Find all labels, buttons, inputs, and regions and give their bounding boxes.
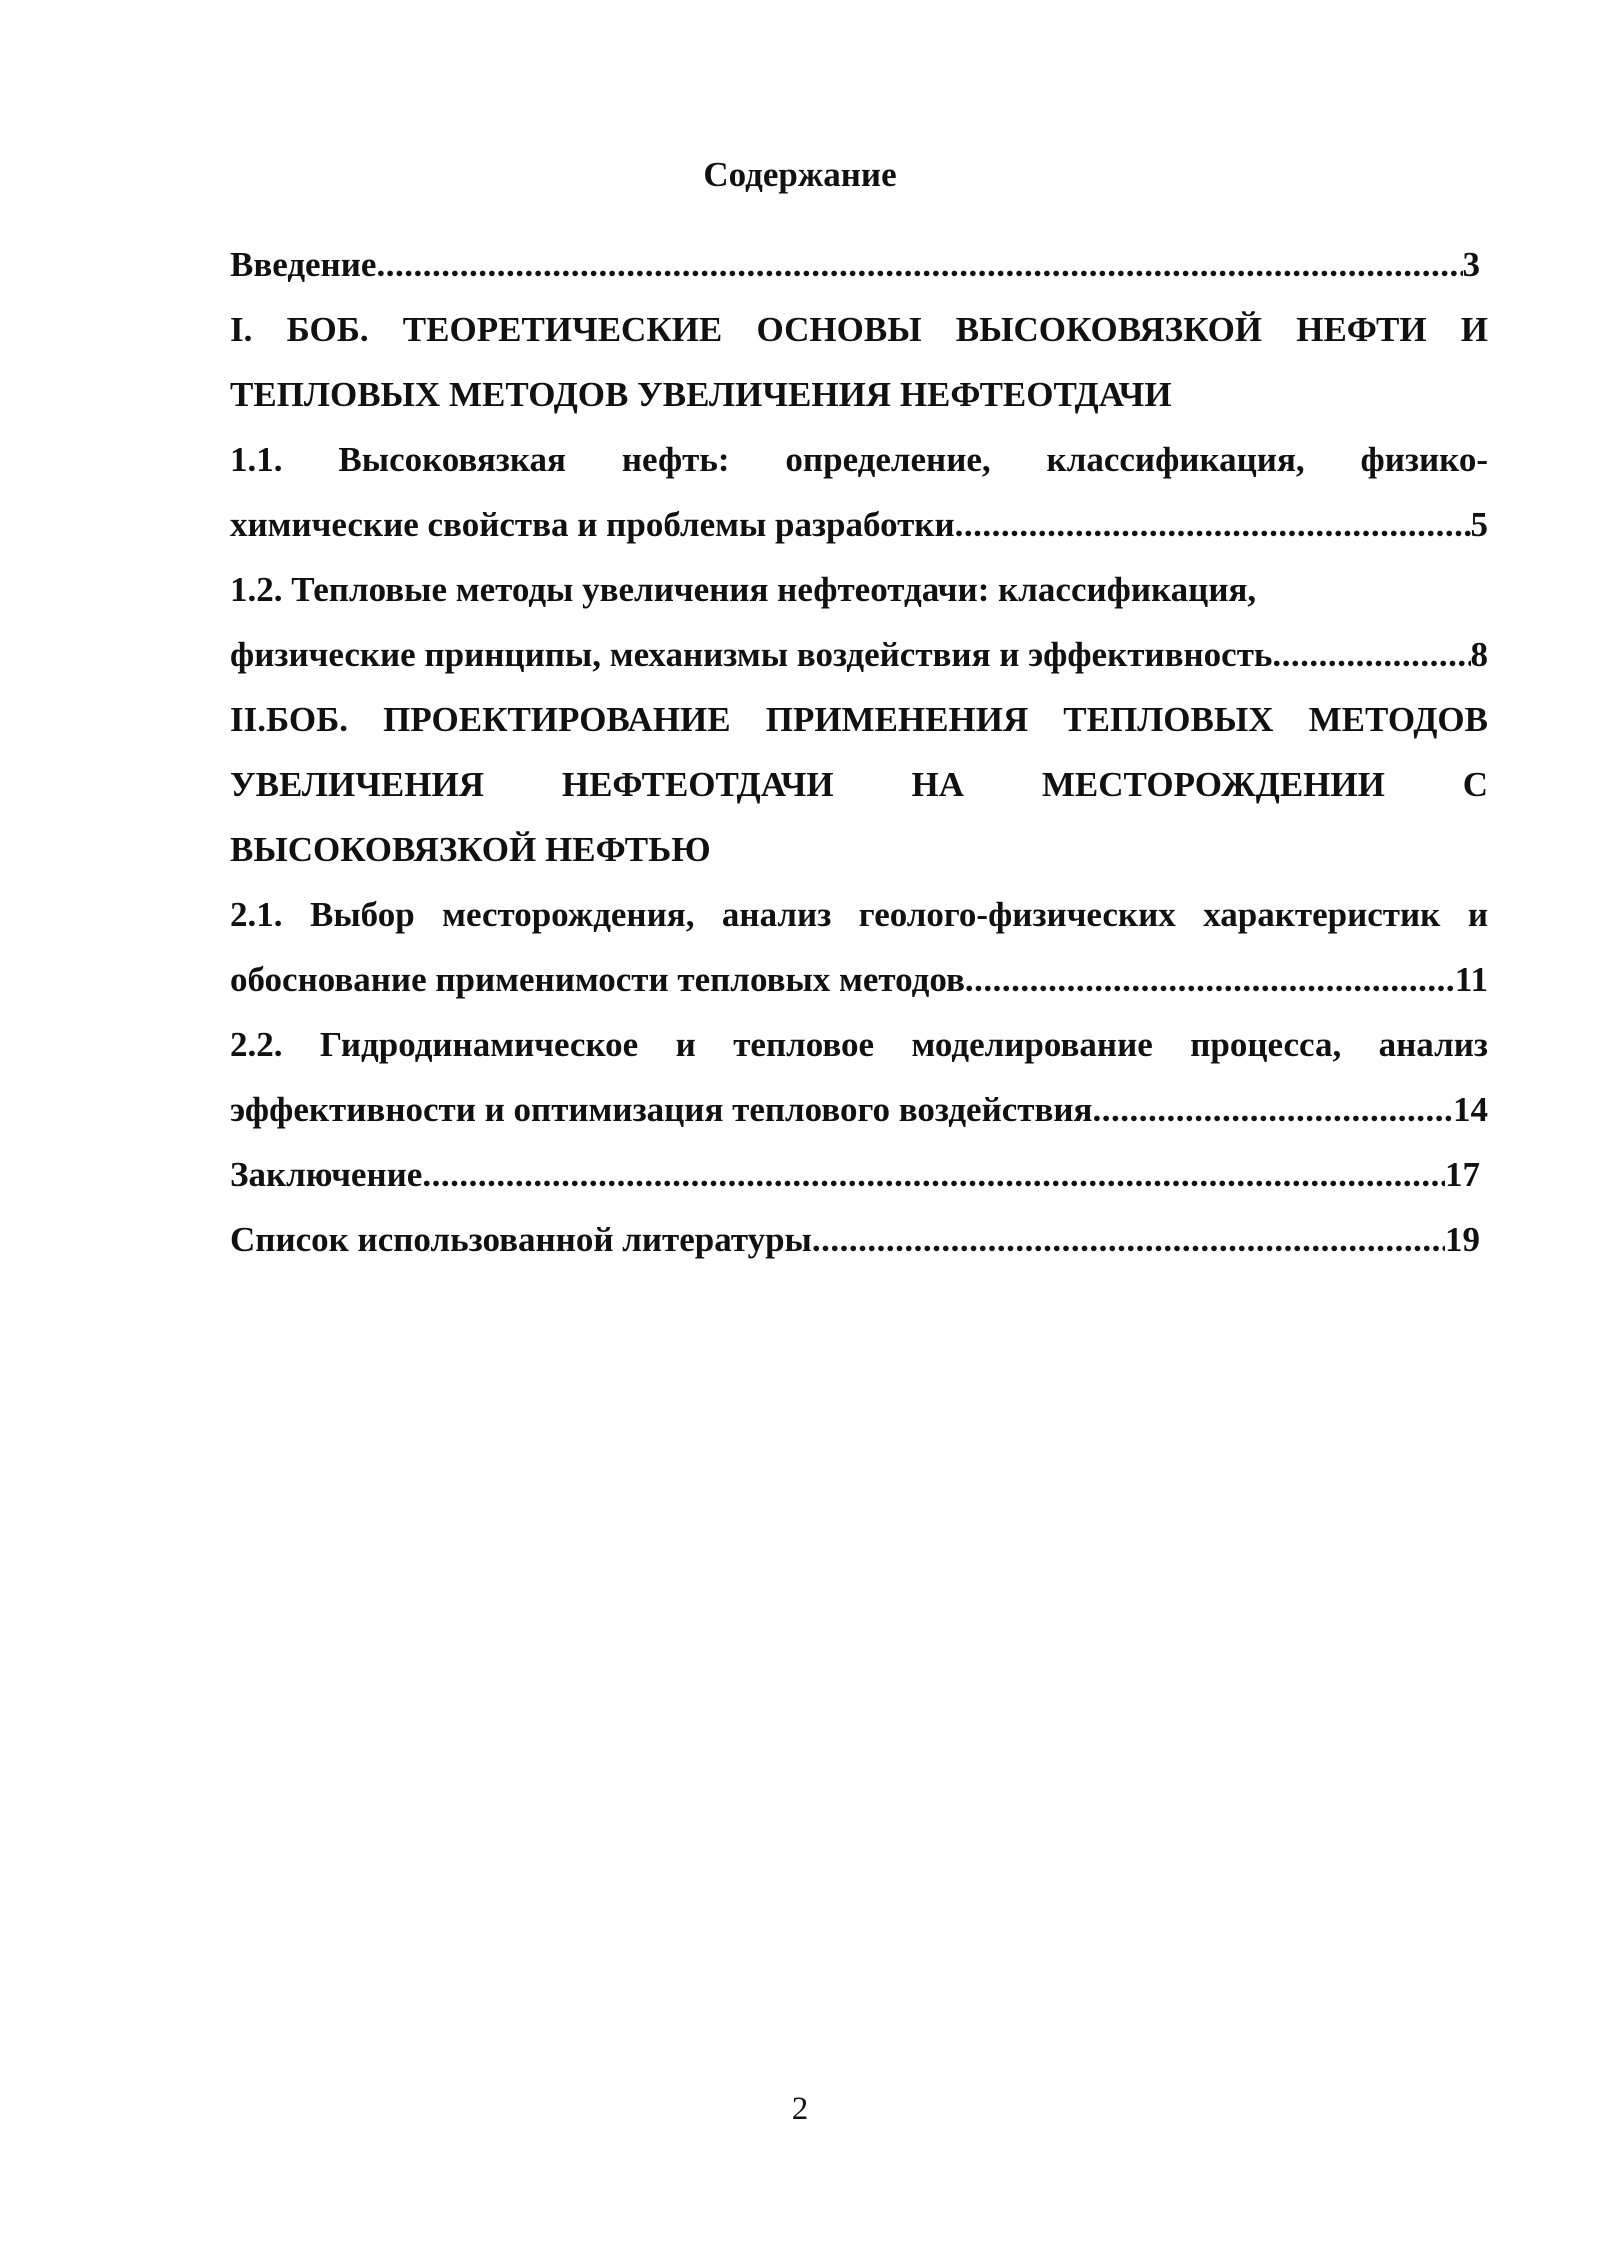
toc-entry-text: химические свойства и проблемы разработки (230, 505, 955, 544)
toc-entry-chapter-2-line-3: ВЫСОКОВЯЗКОЙ НЕФТЬЮ (230, 830, 711, 869)
toc-entry-text: физические принципы, механизмы воздействия и эффективность (230, 635, 1273, 674)
toc-entry-page: 14 (1453, 1090, 1488, 1129)
toc-entry-page: 17 (1445, 1155, 1480, 1194)
toc-leader-dots (965, 947, 1455, 1012)
toc-title: Содержание (703, 155, 897, 194)
toc-entry-text: Введение (230, 245, 377, 284)
toc-entry-section-1-2-line-2 (230, 622, 1488, 687)
toc-entry-chapter-1-line-1: I. БОБ. ТЕОРЕТИЧЕСКИЕ ОСНОВЫ ВЫСОКОВЯЗКОЙ НЕФТИ И (230, 310, 1488, 349)
toc-leader-dots (422, 1142, 1445, 1207)
toc-entry-section-1-2-line-1: 1.2. Тепловые методы увеличения нефтеотдачи: классификация, (230, 570, 1257, 609)
toc-entry-page: 11 (1454, 960, 1488, 999)
toc-entry-conclusion (230, 1142, 1480, 1207)
toc-leader-dots (955, 492, 1471, 557)
toc-entry-section-2-2-line-2 (230, 1077, 1488, 1142)
toc-entry-introduction (230, 232, 1480, 297)
toc-entry-section-1-1-line-2 (230, 492, 1488, 557)
toc-entry-chapter-2-line-2: УВЕЛИЧЕНИЯ НЕФТЕОТДАЧИ НА МЕСТОРОЖДЕНИИ С (230, 765, 1488, 804)
toc-entry-references (230, 1207, 1480, 1272)
toc-leader-dots (1272, 622, 1470, 687)
toc-leader-dots (376, 232, 1462, 297)
toc-entry-section-2-2-line-1: 2.2. Гидродинамическое и тепловое моделирование процесса, анализ (230, 1025, 1488, 1064)
page-number: 2 (791, 2091, 809, 2127)
toc-entry-chapter-2-line-1: II.БОБ. ПРОЕКТИРОВАНИЕ ПРИМЕНЕНИЯ ТЕПЛОВЫХ МЕТОДОВ (230, 700, 1488, 739)
toc-leader-dots (812, 1207, 1445, 1272)
toc-entry-page: 19 (1445, 1220, 1480, 1259)
toc-entry-section-2-1-line-2 (230, 947, 1488, 1012)
toc-entry-text: Заключение (230, 1155, 423, 1194)
toc-entry-chapter-1-line-2: ТЕПЛОВЫХ МЕТОДОВ УВЕЛИЧЕНИЯ НЕФТЕОТДАЧИ (230, 375, 1172, 414)
toc-entry-page: 5 (1470, 505, 1488, 544)
toc-entry-section-2-1-line-1: 2.1. Выбор месторождения, анализ геолого-физических характеристик и (230, 895, 1488, 934)
toc-entry-section-1-1-line-1: 1.1. Высоковязкая нефть: определение, классификация, физико- (230, 440, 1488, 479)
toc-entry-text: Список использованной литературы (230, 1220, 812, 1259)
table-of-contents (230, 232, 1488, 1272)
toc-leader-dots (1092, 1077, 1453, 1142)
toc-entry-text: обоснование применимости тепловых методов (230, 960, 965, 999)
toc-entry-text: эффективности и оптимизация теплового воздействия (230, 1090, 1093, 1129)
toc-entry-page: 8 (1470, 635, 1488, 674)
toc-entry-page: 3 (1462, 245, 1480, 284)
